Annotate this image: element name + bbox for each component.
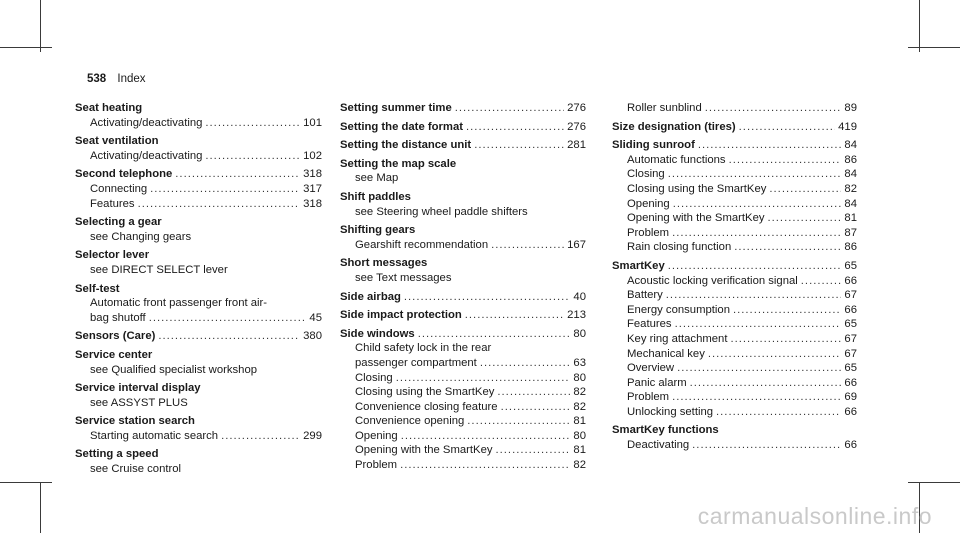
leader-dots [401, 429, 571, 444]
subentry-text: Panic alarm [627, 376, 687, 389]
index-subentry [612, 226, 857, 241]
entry-title-text: Sensors (Care) [75, 330, 156, 343]
page-reference: 66 [844, 303, 857, 316]
leader-dots [769, 182, 841, 197]
index-entry-title [75, 101, 322, 116]
index-subentry [340, 171, 586, 186]
leader-dots [149, 311, 307, 326]
subentry-text: Unlocking setting [627, 405, 714, 418]
subentry-text: Closing [627, 168, 665, 181]
index-entry [340, 138, 586, 153]
entry-title-text: Sliding sunroof [612, 139, 695, 152]
leader-dots [698, 138, 842, 153]
subentry-text: see Steering wheel paddle shifters [355, 205, 528, 218]
subentry-text: Problem [355, 459, 398, 472]
leader-dots [501, 400, 571, 415]
crop-mark [908, 47, 960, 48]
leader-dots [666, 288, 842, 303]
page-reference: 65 [844, 362, 857, 375]
leader-dots [739, 120, 835, 135]
subentry-text: see Qualified specialist workshop [90, 363, 258, 376]
index-subentry [612, 317, 857, 332]
page-reference: 67 [844, 289, 857, 302]
page-reference: 66 [844, 439, 857, 452]
leader-dots [138, 197, 301, 212]
index-entry [340, 157, 586, 186]
subentry-text: Convenience opening [355, 415, 465, 428]
index-subentry [612, 182, 857, 197]
leader-dots [467, 414, 570, 429]
page-reference: 318 [303, 197, 322, 210]
index-subentry [612, 240, 857, 255]
subentry-text: Key ring attachment [627, 332, 728, 345]
subentry-text: Problem [627, 226, 670, 239]
index-entry-title [612, 423, 857, 438]
subentry-text: see Text messages [355, 271, 452, 284]
leader-dots [801, 274, 842, 289]
leader-dots [672, 226, 841, 241]
index-subentry [75, 396, 322, 411]
crop-mark [0, 47, 52, 48]
leader-dots [175, 167, 300, 182]
subentry-text: Closing [355, 371, 393, 384]
entry-title-text: SmartKey [612, 259, 665, 272]
index-subentry [75, 116, 322, 131]
leader-dots [455, 101, 564, 116]
index-subentry [75, 311, 322, 326]
index-subentry [75, 462, 322, 477]
page-reference: 65 [844, 318, 857, 331]
page-reference: 81 [573, 415, 586, 428]
index-entry [340, 327, 586, 473]
page-reference: 317 [303, 182, 322, 195]
entry-title-text: Selecting a gear [75, 216, 162, 229]
index-subentry [612, 332, 857, 347]
index-entry [75, 329, 322, 344]
index-subentry [612, 153, 857, 168]
entry-title-text: Seat heating [75, 102, 143, 114]
index-entry [612, 120, 857, 135]
page-reference: 66 [844, 376, 857, 389]
index-entry [75, 414, 322, 443]
page-reference: 299 [303, 429, 322, 442]
leader-dots [418, 327, 571, 342]
entry-title-text: Shifting gears [340, 224, 416, 237]
entry-title-text: Setting a speed [75, 448, 159, 461]
page-reference: 81 [844, 212, 857, 225]
index-subentry [340, 400, 586, 415]
crop-mark [0, 482, 52, 483]
index-entry [612, 101, 857, 116]
page-reference: 82 [573, 386, 586, 399]
index-entry-title [340, 157, 586, 172]
leader-dots [729, 153, 842, 168]
page-reference: 40 [573, 290, 586, 303]
subentry-text: Opening [355, 429, 398, 442]
entry-title-text: Setting the map scale [340, 157, 457, 170]
subentry-text: Features [90, 197, 135, 210]
subentry-text: see Changing gears [90, 230, 192, 243]
index-entry [75, 447, 322, 476]
page-reference: 66 [844, 405, 857, 418]
page-reference: 419 [838, 120, 857, 133]
entry-title-text: Setting the distance unit [340, 139, 472, 152]
leader-dots [474, 138, 564, 153]
page-reference: 86 [844, 241, 857, 254]
leader-dots [221, 429, 300, 444]
subentry-text: Opening with the SmartKey [627, 212, 765, 225]
index-entry-title [75, 447, 322, 462]
entry-title-text: Selector lever [75, 249, 150, 262]
index-subentry [340, 458, 586, 473]
index-entry-title [75, 248, 322, 263]
page-reference: 276 [567, 102, 586, 114]
index-subentry [612, 274, 857, 289]
leader-dots [733, 303, 841, 318]
leader-dots [400, 458, 570, 473]
entry-title-text: Size designation (tires) [612, 120, 736, 133]
subentry-text: Child safety lock in the rear [355, 342, 492, 355]
index-entry [75, 348, 322, 377]
page-reference: 80 [573, 327, 586, 340]
subentry-text: Connecting [90, 182, 148, 195]
index-entry-title [612, 259, 857, 274]
page-reference: 101 [303, 116, 322, 129]
subentry-text: Energy consumption [627, 303, 730, 316]
leader-dots [466, 120, 564, 135]
subentry-text: Acoustic locking verification signal [627, 274, 798, 287]
index-entry [340, 256, 586, 285]
index-entry-title [75, 381, 322, 396]
page-reference: 84 [844, 168, 857, 181]
index-entry [75, 282, 322, 326]
index-entry-title [612, 120, 857, 135]
page-reference: 67 [844, 347, 857, 360]
entry-title-text: Service center [75, 348, 153, 361]
subentry-text: Activating/deactivating [90, 149, 203, 162]
index-subentry [612, 197, 857, 212]
subentry-text: Closing using the SmartKey [627, 182, 767, 195]
page-reference: 89 [844, 102, 857, 114]
subentry-text: Automatic front passenger front air- [90, 297, 268, 310]
index-subentry [340, 205, 586, 220]
index-entry-title [340, 223, 586, 238]
entry-title-text: Service station search [75, 415, 195, 428]
leader-dots [730, 332, 841, 347]
index-subentry [612, 376, 857, 391]
page-reference: 82 [573, 400, 586, 413]
index-entry [75, 134, 322, 163]
index-subentry [612, 288, 857, 303]
index-entry [612, 138, 857, 255]
leader-dots [708, 347, 842, 362]
index-entry-title [75, 167, 322, 182]
leader-dots [205, 149, 300, 164]
page-reference: 80 [573, 371, 586, 384]
index-subentry [75, 263, 322, 278]
index-entry [340, 290, 586, 305]
index-entry-title [340, 308, 586, 323]
leader-dots [465, 308, 564, 323]
leader-dots [404, 290, 571, 305]
page-reference: 86 [844, 153, 857, 166]
page-reference: 66 [844, 274, 857, 287]
index-entry-title [340, 120, 586, 135]
entry-title-text: SmartKey functions [612, 424, 719, 437]
leader-dots [205, 116, 300, 131]
index-entry [340, 190, 586, 219]
subentry-text: Gearshift recommendation [355, 238, 489, 251]
index-entry [340, 101, 586, 116]
page-reference: 69 [844, 391, 857, 404]
crop-mark [40, 0, 41, 52]
index-entry [612, 259, 857, 420]
index-subentry [612, 347, 857, 362]
crop-mark [919, 0, 920, 52]
index-subentry [340, 385, 586, 400]
page-reference: 84 [844, 197, 857, 210]
index-subentry [340, 271, 586, 286]
page-reference: 167 [567, 238, 586, 251]
leader-dots [396, 371, 571, 386]
index-subentry [75, 149, 322, 164]
index-entry-title [340, 256, 586, 271]
subentry-text: Problem [627, 391, 670, 404]
page-header [87, 73, 146, 85]
index-subentry [75, 296, 322, 311]
subentry-text: see ASSYST PLUS [90, 396, 188, 409]
subentry-text: passenger compartment [355, 356, 477, 369]
index-entry [612, 423, 857, 452]
leader-dots [668, 167, 842, 182]
leader-dots [677, 361, 841, 376]
entry-title-text: Side airbag [340, 290, 401, 303]
subentry-text: Activating/deactivating [90, 116, 203, 129]
page-reference: 281 [567, 139, 586, 152]
leader-dots [497, 385, 570, 400]
crop-mark [908, 482, 960, 483]
index-column-1 [75, 101, 322, 481]
index-entry-title [75, 414, 322, 429]
section-title: Index [117, 73, 146, 85]
entry-title-text: Side impact protection [340, 309, 462, 322]
leader-dots [158, 329, 300, 344]
index-subentry [75, 230, 322, 245]
page-reference: 276 [567, 120, 586, 133]
index-entry-title [340, 138, 586, 153]
index-entry [75, 101, 322, 130]
page-reference: 380 [303, 330, 322, 343]
subentry-text: Rain closing function [627, 241, 732, 254]
subentry-text: Starting automatic search [90, 429, 219, 442]
subentry-text: see Cruise control [90, 463, 182, 476]
entry-title-text: Short messages [340, 257, 428, 270]
index-subentry [612, 303, 857, 318]
leader-dots [668, 259, 842, 274]
index-subentry [340, 341, 586, 356]
subentry-text: Convenience closing feature [355, 400, 498, 413]
page-reference: 81 [573, 444, 586, 457]
entry-title-text: Setting the date format [340, 120, 464, 133]
index-subentry [340, 414, 586, 429]
index-subentry [612, 405, 857, 420]
entry-title-text: Setting summer time [340, 102, 452, 114]
leader-dots [675, 317, 842, 332]
subentry-text: see Map [355, 172, 399, 185]
index-subentry [75, 197, 322, 212]
subentry-text: Automatic functions [627, 153, 726, 166]
index-entry-title [612, 138, 857, 153]
subentry-text: Overview [627, 362, 675, 375]
index-subentry [340, 429, 586, 444]
page-reference: 213 [567, 309, 586, 322]
index-entry [75, 248, 322, 277]
leader-dots [705, 101, 842, 116]
subentry-text: see DIRECT SELECT lever [90, 263, 228, 276]
index-entry [340, 308, 586, 323]
index-subentry [612, 390, 857, 405]
subentry-text: Opening with the SmartKey [355, 444, 493, 457]
index-entry-title [75, 348, 322, 363]
index-subentry [75, 429, 322, 444]
page-reference: 65 [844, 259, 857, 272]
page-reference: 82 [573, 459, 586, 472]
leader-dots [734, 240, 841, 255]
index-subentry [340, 356, 586, 371]
index-subentry [612, 361, 857, 376]
index-column-3 [612, 101, 857, 457]
index-entry-title [340, 290, 586, 305]
subentry-text: Deactivating [627, 439, 690, 452]
index-subentry [612, 211, 857, 226]
entry-title-text: Service interval display [75, 382, 201, 395]
index-subentry [612, 101, 857, 116]
page-reference: 67 [844, 332, 857, 345]
entry-title-text: Seat ventilation [75, 135, 159, 148]
index-subentry [75, 182, 322, 197]
leader-dots [768, 211, 842, 226]
subentry-text: Features [627, 318, 672, 331]
index-subentry [340, 238, 586, 253]
index-column-2 [340, 101, 586, 477]
subentry-text: Closing using the SmartKey [355, 386, 495, 399]
index-subentry [340, 371, 586, 386]
entry-title-text: Shift paddles [340, 190, 411, 203]
leader-dots [480, 356, 571, 371]
index-entry [75, 167, 322, 211]
leader-dots [673, 197, 842, 212]
leader-dots [150, 182, 300, 197]
page-reference: 82 [844, 182, 857, 195]
page-reference: 63 [573, 356, 586, 369]
subentry-text: Roller sunblind [627, 102, 702, 114]
index-entry [340, 223, 586, 252]
page-reference: 80 [573, 429, 586, 442]
leader-dots [672, 390, 841, 405]
subentry-text: bag shutoff [90, 311, 146, 324]
index-entry-title [340, 190, 586, 205]
page-number: 538 [87, 73, 107, 85]
leader-dots [690, 376, 842, 391]
page-reference: 87 [844, 226, 857, 239]
entry-title-text: Second telephone [75, 168, 173, 181]
index-entry-title [340, 101, 586, 116]
entry-title-text: Side windows [340, 327, 415, 340]
index-subentry [75, 363, 322, 378]
page-reference: 84 [844, 139, 857, 152]
index-entry-title [75, 215, 322, 230]
index-entry-title [75, 134, 322, 149]
page-reference: 102 [303, 149, 322, 162]
index-subentry [612, 167, 857, 182]
index-subentry [612, 438, 857, 453]
index-entry [340, 120, 586, 135]
subentry-text: Mechanical key [627, 347, 705, 360]
index-subentry [340, 443, 586, 458]
leader-dots [716, 405, 841, 420]
index-entry [75, 215, 322, 244]
index-entry-title [75, 282, 322, 297]
page-reference: 45 [309, 311, 322, 324]
page-reference: 318 [303, 168, 322, 181]
leader-dots [496, 443, 571, 458]
leader-dots [692, 438, 841, 453]
leader-dots [491, 238, 564, 253]
index-entry-title [340, 327, 586, 342]
crop-mark [40, 482, 41, 533]
subentry-text: Opening [627, 197, 670, 210]
entry-title-text: Self-test [75, 282, 120, 295]
index-entry-title [75, 329, 322, 344]
subentry-text: Battery [627, 289, 663, 302]
index-entry [75, 381, 322, 410]
watermark: carmanualsonline.info [697, 503, 932, 529]
